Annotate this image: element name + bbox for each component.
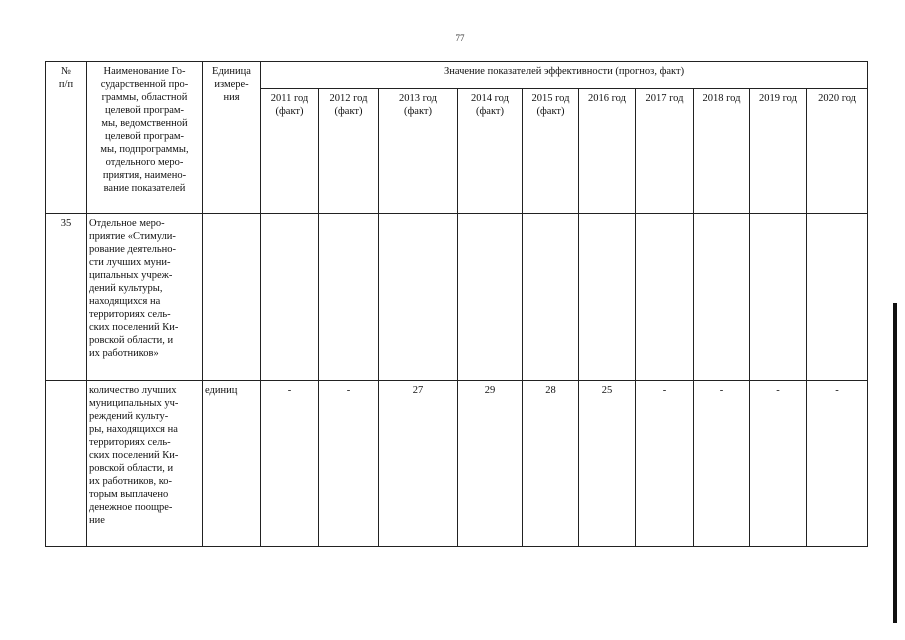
header-year-2020: 2020 год — [807, 89, 868, 214]
header-year-2019: 2019 год — [750, 89, 807, 214]
row-value-2014: 29 — [458, 381, 523, 547]
header-year-2011: 2011 год (факт) — [261, 89, 319, 214]
header-col-no: № п/п — [46, 62, 87, 214]
row-name: количество лучших муниципальных уч- реждений культу- ры, находящихся на территориях сель- ских поселений Ки- ровской области, и их работников, ко- торым выплачено денежное поощре- ние — [87, 381, 203, 547]
table-row — [46, 381, 868, 547]
row-value-2012: - — [319, 381, 379, 547]
row-value-2019: - — [750, 381, 807, 547]
row-value-2015 — [523, 214, 579, 381]
header-year-2017: 2017 год — [636, 89, 694, 214]
page-number: 77 — [455, 33, 465, 43]
row-value-2016: 25 — [579, 381, 636, 547]
row-value-2017 — [636, 214, 694, 381]
row-value-2017: - — [636, 381, 694, 547]
table-row — [46, 214, 868, 381]
row-value-2018 — [694, 214, 750, 381]
indicators-table — [45, 61, 868, 547]
row-value-2015: 28 — [523, 381, 579, 547]
header-year-2015: 2015 год (факт) — [523, 89, 579, 214]
header-year-2014: 2014 год (факт) — [458, 89, 523, 214]
row-value-2016 — [579, 214, 636, 381]
row-value-2011: - — [261, 381, 319, 547]
header-year-2018: 2018 год — [694, 89, 750, 214]
row-value-2012 — [319, 214, 379, 381]
row-value-2019 — [750, 214, 807, 381]
row-value-2013: 27 — [379, 381, 458, 547]
header-col-unit: Единица измере- ния — [203, 62, 261, 214]
row-value-2020: - — [807, 381, 868, 547]
header-year-2012: 2012 год (факт) — [319, 89, 379, 214]
header-year-2013: 2013 год (факт) — [379, 89, 458, 214]
row-value-2014 — [458, 214, 523, 381]
header-year-2016: 2016 год — [579, 89, 636, 214]
row-name: Отдельное меро- приятие «Стимули- рование деятельно- сти лучших муни- ципальных учреж- дений культуры, находящихся на территориях сель- ских поселений Ки- ровской области, и их работников» — [87, 214, 203, 381]
scan-edge-bar — [893, 303, 897, 623]
row-unit: единиц — [203, 381, 261, 547]
header-col-values-group: Значение показателей эффективности (прогноз, факт) — [261, 62, 868, 89]
row-unit — [203, 214, 261, 381]
row-value-2020 — [807, 214, 868, 381]
row-value-2018: - — [694, 381, 750, 547]
header-row-top — [46, 62, 868, 89]
row-number: 35 — [46, 214, 87, 381]
row-value-2011 — [261, 214, 319, 381]
row-value-2013 — [379, 214, 458, 381]
row-number — [46, 381, 87, 547]
header-col-name: Наименование Го- сударственной про- граммы, областной целевой програм- мы, ведомственной целевой програм- мы, подпрограммы, отдельного меро- приятия, наимено- вание показателей — [87, 62, 203, 214]
